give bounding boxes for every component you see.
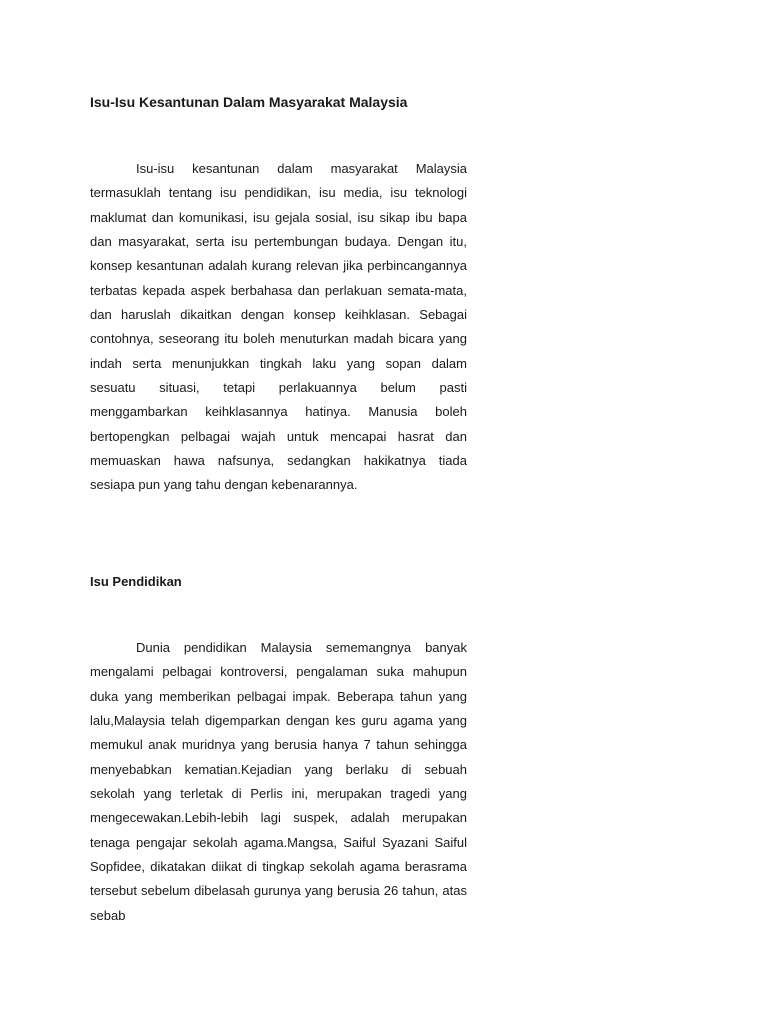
section-heading: Isu Pendidikan <box>90 574 182 589</box>
intro-paragraph: Isu-isu kesantunan dalam masyarakat Malaysia termasuklah tentang isu pendidikan, isu media, isu teknologi maklumat dan komunikasi, isu gejala sosial, isu sikap ibu bapa dan masyarakat, serta isu pertembungan budaya. Dengan itu, konsep kesantunan adalah kurang relevan jika perbincangannya terbatas kepada aspek berbahasa dan perlakuan semata-mata, dan haruslah dikaitkan dengan konsep keihklasan. Sebagai contohnya, seseorang itu boleh menuturkan madah bicara yang indah serta menunjukkan tingkah laku yang sopan dalam sesuatu situasi, tetapi perlakuannya belum pasti menggambarkan keihklasannya hatinya. Manusia boleh bertopengkan pelbagai wajah untuk mencapai hasrat dan memuaskan hawa nafsunya, sedangkan hakikatnya tiada sesiapa pun yang tahu dengan kebenarannya. <box>90 161 467 493</box>
page-title: Isu-Isu Kesantunan Dalam Masyarakat Malaysia <box>90 94 408 110</box>
section-paragraph: Dunia pendidikan Malaysia sememangnya banyak mengalami pelbagai kontroversi, pengalaman suka mahupun duka yang memberikan pelbagai impak. Beberapa tahun yang lalu,Malaysia telah digemparkan dengan kes guru agama yang memukul anak muridnya yang berusia hanya 7 tahun sehingga menyebabkan kematian.Kejadian yang berlaku di sebuah sekolah yang terletak di Perlis ini, merupakan tragedi yang mengecewakan.Lebih-lebih lagi suspek, adalah merupakan tenaga pengajar sekolah agama.Mangsa, Saiful Syazani Saiful Sopfidee, dikatakan diikat di tingkap sekolah agama berasrama tersebut sebelum dibelasah gurunya yang berusia 26 tahun, atas sebab <box>90 640 467 923</box>
